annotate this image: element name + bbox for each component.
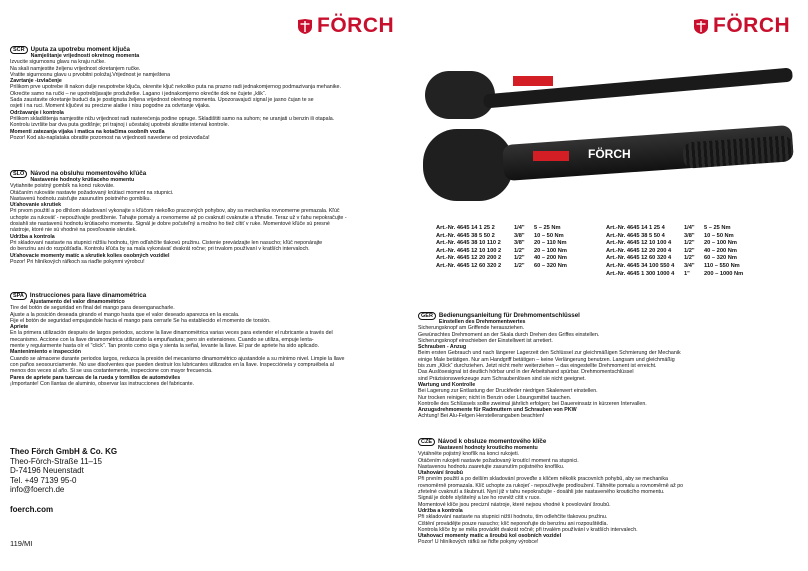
text-line: Ajuste a la posición deseada girando el mango hasta que el valor deseado aparezca en la escala. [10, 311, 240, 318]
section-heading: Apriete [10, 324, 29, 331]
text-line: Pri prvom použití a po dlhšom skladovaní vykonajte s kľúčom niekoľko pracovných pohybov, aby sa mechanika rovnomerne premazala. Kľúč [10, 208, 340, 215]
table-cell-drive: 1/2" [514, 262, 525, 269]
text-line: Kontrolle des Schlüssels sollte zweimal jährlich erfolgen; bei Dauereinsatz in kürzeren Intervallen. [418, 400, 647, 407]
text-line: Sada zaustavite okretanje budući da je postignuta željena vrijednost okretnog momenta. Upozoravajući signal je jasno čujan te se [10, 97, 314, 104]
table-cell-drive2: 3/4" [684, 262, 695, 269]
torque-wrench-photo [423, 65, 793, 225]
wrench-brand: FÖRCH [588, 147, 631, 161]
language-badge: GER [418, 312, 436, 320]
table-cell-range: 20 – 110 Nm [534, 240, 567, 247]
section-heading: Anzugsdrehmomente für Radmuttern und Schrauben von PKW [418, 407, 577, 414]
text-line: Nastavenú hodnotu zaisťujte zasunutím poistného gombíku. [10, 195, 151, 202]
foerch-logo-icon [692, 17, 710, 35]
section-heading: Uťahovanie skrutiek [10, 202, 62, 209]
section-title: Návod k obsluze momentového klíče [438, 438, 547, 445]
table-cell-art: Art.-Nr. 4645 14 1 25 2 [436, 225, 495, 231]
text-line: Kontrolu izvršite bar dva puta godišnje; pri trajnoj i učestaloj upotrebi skratite interval kontrole. [10, 122, 230, 129]
company-address [10, 447, 117, 515]
text-line: uchopte za rukoväť - nepoužívajte predĺženie. Ťahajte pomaly a rovnomerne až po cvaknutí cvaknutie a tŕhnutie. Teraz už v ťahu nepokračujte - [10, 214, 347, 221]
text-line: Izvucite sigurnosnu glavu na kraju ručke. [10, 59, 106, 66]
text-line: Kontrola klíče by se měla provádět dvakrát ročně; při trvalém používání v kratších intervalech. [418, 526, 638, 533]
text-line: Fije el botón de seguridad empujandole hacia el mango para cerrarle Se ha establecido el momento de torsión. [10, 317, 271, 324]
text-line: En la primera utilización después de largos periodos, accione la llave dinamométrica varias veces para extender el rubricante a través del [10, 330, 333, 337]
section-heading: Údržba a kontrola [418, 507, 463, 514]
section-heading: Mantenimiento e inspección [10, 349, 81, 356]
text-line: Vratite sigurnosnu glavu u prvobitni položaj.Vrijednost je namještena [10, 71, 171, 78]
table-row [436, 225, 754, 233]
scale-label-bottom [533, 151, 569, 161]
section-title: Bedienungsanleitung für Drehmomentschlüssel [438, 312, 580, 319]
table-cell-range: 10 – 50 Nm [534, 232, 564, 239]
text-line: Pozor! Pri hliníkových ráfkoch sa riaďte pokynmi výrobcu! [10, 258, 145, 265]
language-badge: SPA [10, 292, 27, 300]
section-title: Uputa za upotrebu moment ključa [30, 46, 130, 53]
table-cell-drive2: 1/2" [684, 240, 695, 247]
table-cell-range2: 40 – 200 Nm [704, 247, 737, 254]
text-line: sind Präzisionswerkzeuge zum Schraubenlösen sind sie nicht geeignet. [418, 375, 586, 382]
text-line: Čištění provádějte pouze nasucho; klíč neponořujte do benzínu ani rozpouštědla. [418, 520, 608, 527]
section-subtitle: Namještanje vrijednosti okretnog momenta [30, 53, 140, 59]
table-cell-art: Art.-Nr. 4645 38 5 50 2 [436, 232, 495, 239]
table-cell-range2: 110 – 550 Nm [704, 262, 740, 269]
section-heading: Utahovací momenty matic a šroubů kol osobních vozidel [418, 533, 562, 540]
table-cell-drive: 1/4" [514, 225, 525, 231]
table-cell-drive2: 3/8" [684, 232, 695, 239]
table-row [436, 240, 754, 248]
brand-name: FÖRCH [317, 14, 395, 37]
table-row [436, 271, 754, 279]
text-line: Vytiahnite poistný gombík na konci rukoväte. [10, 183, 115, 190]
table-cell-art [436, 271, 514, 279]
table-cell-range: 20 – 100 Nm [534, 247, 567, 254]
language-badge: SLO [10, 170, 27, 178]
table-cell-drive: 1/2" [514, 255, 525, 262]
text-line: Pozor! Kod alu-naplataka obratite pozornost na vrijednosti navedene od proizvođača! [10, 134, 210, 141]
table-cell-art2: Art.-Nr. 4645 12 10 100 4 [606, 240, 672, 247]
section-heading: Wartung und Kontrolle [418, 381, 476, 388]
table-cell-drive2: 1/2" [684, 247, 695, 254]
table-cell-drive: 1/2" [514, 247, 525, 254]
table-cell-range: 40 – 200 Nm [534, 255, 567, 262]
text-line: osjeti i na ruci. Moment ključevi su precizne alatke i nisu pogodne za odvrtanje vijaka. [10, 103, 211, 110]
section-heading: Utahování šroubů [418, 470, 464, 477]
text-line: Bei Lagerung zur Entlastung der Druckfeder niedrigen Skalenwert einstellen. [418, 388, 598, 395]
table-cell-art2: Art.-Nr. 4645 12 60 320 4 [606, 255, 672, 262]
email: info@foerch.de [10, 485, 65, 495]
text-line: Sicherungsknopf einschieben der Einstellwert ist arretiert. [418, 337, 553, 344]
text-line: Cuando se almacene durante periodos largos, reduzca la presión del mecanismo dinamométrico ajustandole a su mínimo nivel. Limpie la llave [10, 355, 345, 362]
table-cell-art: Art.-Nr. 4645 12 20 200 2 [436, 255, 502, 262]
table-cell-range: 5 – 25 Nm [534, 225, 561, 231]
table-cell-range2: 20 – 100 Nm [704, 240, 737, 247]
text-line: Signál je dobře slyšitelný a lze ho rovněž cítit v ruce. [418, 495, 541, 502]
section-body [418, 325, 803, 419]
text-line: menos dos veces al año. Si se usa costantemente, inspeccione con mayor frecuencia. [10, 368, 213, 375]
text-line: zřetelné cvaknutí a škubnutí. Nyní již v tahu nepokračujte - dosáhli jste nastaveného krouticího momentu. [418, 489, 665, 496]
text-line: ¡Importante! Con llantas de aluminio, observar las instrucciones del fabricante. [10, 380, 195, 387]
text-line: Při prvním použití a po delším skladování proveďte s klíčem několik pracovních pohybů, aby se mechanika [418, 476, 668, 483]
text-line: Nastavenou hodnotu zaaretujte zasunutím pojistného knoflíku. [418, 463, 565, 470]
text-line: Okrećite samo na ručki – ne upotrebljavajte produžetke. Lagano i jednakomjerno okrećite dok ne čujete „klik“. [10, 90, 267, 97]
text-line: nástroje, ktoré nie sú vhodné na povoľovanie skrutiek. [10, 227, 137, 234]
section-ger [418, 312, 803, 420]
text-line: Sicherungsknopf am Griffende herausziehen. [418, 325, 525, 332]
company-name: Theo Förch GmbH & Co. KG [10, 447, 118, 456]
section-heading: Údržba a kontrola [10, 233, 55, 240]
table-cell-range2: 60 – 320 Nm [704, 255, 737, 262]
wrench-body-top [483, 68, 793, 109]
text-line: Prilikom skladištenja namjestite nižu vrijednost radi rasterećenja podine opruge. Skladištiti samo na suhom; ne uranjati u benzin ili otapala. [10, 115, 335, 122]
text-line: Achtung! Bei Alu-Felgen Herstellerangaben beachten! [418, 413, 545, 420]
text-line: rovnoměrně promazala. Klíč uchopte za rukojeť - nepoužívejte prodloužení. Táhněte pomalu a rovnoměrně až po [418, 482, 684, 489]
text-line: einige Male betätigen. Nur am Handgriff betätigen – keine Verlängerung benutzen. Langsam und gleichmäßig [418, 356, 675, 363]
phone: Tel. +49 7139 95-0 [10, 475, 77, 485]
section-subtitle: Nastavení hodnoty krouticího momentu [438, 445, 538, 451]
text-line: Pozor! U hliníkových ráfků se řiďte pokyny výrobce! [418, 539, 539, 546]
text-line: Otáčením rukojeti nastavte požadovaný kroutící moment na stupnici. [418, 457, 579, 464]
text-line: Na skali namjestite željenu vrijednost okretanjem ručke. [10, 65, 141, 72]
section-body [10, 183, 400, 265]
table-cell-range2: 10 – 50 Nm [704, 232, 734, 239]
table-cell-drive: 3/8" [514, 240, 525, 247]
section-cze [418, 438, 803, 546]
text-line: Tire del botón de seguridad en final del mango para desenganacharle. [10, 305, 175, 312]
table-row [436, 263, 754, 271]
language-badge: SCR [10, 46, 28, 54]
section-title: Návod na obsluhu momentového kľúča [30, 170, 147, 177]
table-cell-art2: Art.-Nr. 4645 1 300 1000 4 [606, 270, 675, 277]
section-body [10, 305, 400, 387]
table-cell-art: Art.-Nr. 4645 12 60 320 2 [436, 262, 502, 269]
wrench-head-bottom [423, 129, 513, 201]
text-line: Při skladování nastavte na stupnici nižší hodnotu, tím odlehčíte tlakovou pružinu. [418, 514, 608, 521]
table-cell-range: 60 – 320 Nm [534, 262, 567, 269]
brand-name: FÖRCH [713, 14, 791, 37]
text-line: Pri skladovaní nastavte na stupnici nižšiu hodnotu, tým odľahčíte tlakovú pružinu. Čistenie prevádzajte len nasucho; kľúč neponárajte [10, 239, 323, 246]
brand-logo [296, 14, 394, 38]
table-cell-range [534, 271, 606, 279]
text-line: Vytáhněte pojistný knoflík na konci rukojeti. [418, 451, 520, 458]
table-cell-drive [514, 271, 534, 279]
table-cell-art2: Art.-Nr. 4645 12 20 200 4 [606, 247, 672, 254]
text-line: Beim ersten Gebrauch und nach längerer Lagerzeit den Schlüssel zur gleichmäßigen Schmierung der Mechanik [418, 350, 681, 357]
foerch-logo-icon [296, 17, 314, 35]
section-body [10, 59, 400, 141]
table-row [436, 233, 754, 241]
city: D-74196 Neuenstadt [10, 466, 84, 476]
text-line: con paños seosourciamente. No use disolventes que pueden destruir los lubricantes utilizados en la llave. Inspecciónela y compruébela al [10, 361, 334, 368]
text-line: dosiahli ste nastavenú hodnotu krútiaceho momentu. Signál je dobre počuteľný a možno ho tiež cítiť v ruke. Momentové kľúče sú presné [10, 221, 330, 228]
text-line: Otáčaním rukoväte nastavte požadovaný krútiaci moment na stupnici. [10, 189, 174, 196]
table-cell-art: Art.-Nr. 4645 12 10 100 2 [436, 247, 502, 254]
street: Theo-Förch-Straße 11–15 [10, 456, 102, 466]
text-line: bis zum „Klick“ durchziehen. Jetzt nicht mehr weiterziehen – das eingestellte Drehmoment ist erreicht. [418, 363, 657, 370]
table-row [436, 255, 754, 263]
website: foerch.com [10, 504, 54, 514]
table-cell-drive2: 1/2" [684, 255, 695, 262]
text-line: Gewünschtes Drehmoment an der Skala durch Drehen des Griffes einstellen. [418, 331, 600, 338]
text-line: Prilikom prve upotrebe ili nakon dulje neupotrebe ključa, okrenite ključ nekoliko puta na prazno radi jednakomjernog podmazivanja mehanike. [10, 84, 341, 91]
document-number: 119/MI [10, 539, 33, 548]
table-cell-drive2: 1/4" [684, 225, 695, 231]
table-row [436, 248, 754, 256]
section-title: Instrucciones para llave dinamométrica [29, 292, 147, 299]
table-cell-art2: Art.-Nr. 4645 14 1 25 4 [606, 225, 665, 231]
section-heading: Schrauben - Anzug [418, 344, 467, 351]
section-subtitle: Ajustamento del valor dinamométrico [29, 299, 125, 305]
table-cell-range2: 200 – 1000 Nm [704, 270, 744, 277]
section-heading: Zavrtanje -izvlačenje [10, 78, 62, 85]
table-cell-art2: Art.-Nr. 4645 38 5 50 4 [606, 232, 665, 239]
section-heading: Pares de apriete para tuercas de la rueda y tornillos de automóviles [10, 374, 181, 381]
table-cell-art: Art.-Nr. 4645 38 10 110 2 [436, 240, 501, 247]
brand-logo [692, 14, 790, 38]
text-line: do benzínu ani do rozpúšťadla. Kontrolu kľúča by sa mala vykonávať dvakrát ročne; pri trvalom používaní v kratších intervaloch. [10, 246, 310, 253]
table-cell-art2: Art.-Nr. 4645 34 100 550 4 [606, 262, 675, 269]
section-scr [10, 46, 400, 141]
section-heading: Momenti zatezanja vijaka i matica na kotačima osobnih vozila [10, 128, 165, 135]
section-body [418, 451, 803, 545]
text-line: mente y regularmente hasta oír el "click". Tan pronto como oiga y sienta la señal, levante la llave. El par de apriete ha sido aplicado. [10, 343, 319, 350]
table-cell-drive2: 1" [684, 270, 690, 277]
section-heading: Održavanje i kontrola [10, 109, 64, 116]
section-subtitle: Einstellen des Drehmomentwertes [438, 319, 526, 325]
text-line: Momentové klíče jsou precizní nástroje, které nejsou vhodné k povolování šroubů. [418, 501, 611, 508]
section-slo [10, 170, 400, 265]
table-cell-range2: 5 – 25 Nm [704, 225, 731, 231]
table-cell-drive: 3/8" [514, 232, 525, 239]
section-spa [10, 292, 400, 387]
scale-label-top [513, 76, 553, 86]
text-line: mecanismo. Accione con la llave dinamométrica utilizando la empuñadura; pero sin extensiones. Cuando se utiliza, empuje lenta- [10, 336, 314, 343]
section-subtitle: Nastavenie hodnoty krútiaceho momentu [30, 177, 135, 183]
text-line: Nur trocken reinigen; nicht in Benzin oder Lösungsmittel tauchen. [418, 394, 572, 401]
article-table [436, 225, 754, 278]
language-badge: CZE [418, 438, 435, 446]
text-line: Das Auslösesignal ist deutlich hörbar und in der Arbeitshand spürbar. Drehmomentschlüssel [418, 369, 634, 376]
section-heading: Uťahovacie momenty matíc a skrutiek kolies osobných vozidiel [10, 252, 170, 259]
